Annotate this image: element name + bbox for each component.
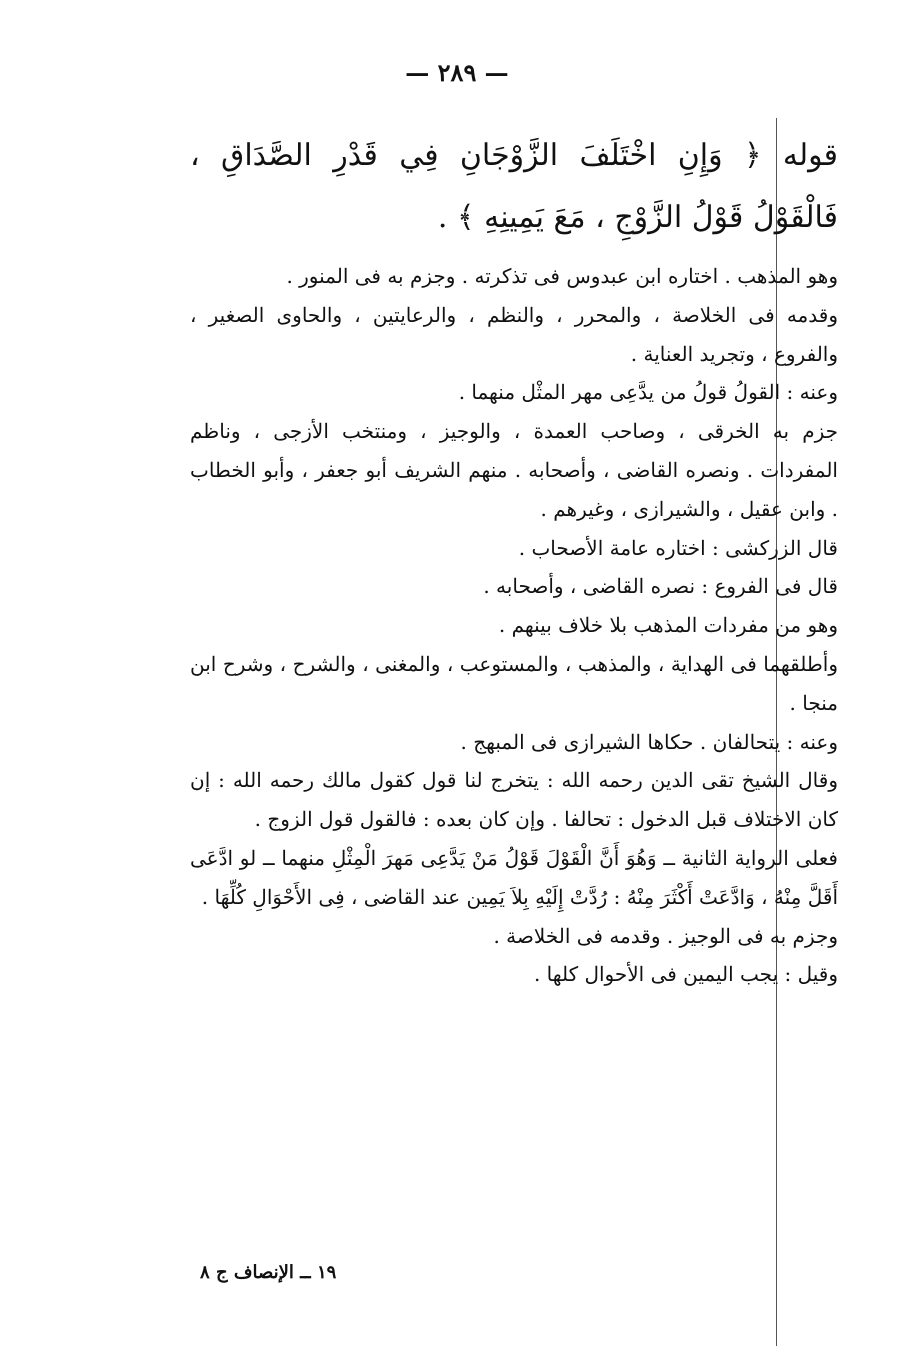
- paragraph: وعنه : يتحالفان . حكاها الشيرازى فى المبهج .: [460, 729, 838, 754]
- paragraph: وهو المذهب . اختاره ابن عبدوس فى تذكرته . وجزم به فى المنور .: [286, 264, 838, 288]
- paragraph: وعنه : القولُ قولُ من يدَّعِى مهر المثْل منهما .: [458, 380, 838, 405]
- paragraph: وقدمه فى الخلاصة ، والمحرر ، والنظم ، والرعايتين ، والحاوى الصغير ، والفروع ، وتجريد العناية .: [190, 302, 838, 366]
- paragraph: قال فى الفروع : نصره القاضى ، وأصحابه .: [483, 574, 838, 599]
- paragraph: وقيل : يجب اليمين فى الأحوال كلها .: [533, 962, 838, 987]
- body-text: [190, 125, 838, 994]
- paragraph: فعلى الرواية الثانية ــ وَهُوَ أَنَّ الْقَوْلَ قَوْلُ مَنْ يَدَّعِى مَهرَ الْمِثْلِ منهما ــ لو ادَّعَى أَقَلَّ مِنْهُ ، وَادَّعَتْ أَكْثَرَ مِنْهُ : رُدَّتْ إِلَيْهِ بِلاَ يَمِين عند القاضى ، فِى الأَحْوَالِ كُلِّهَا .: [190, 845, 838, 909]
- footer-signature: ١٩ ــ الإنصاف ج ٨: [200, 1262, 337, 1283]
- paragraph: وهو من مفردات المذهب بلا خلاف بينهم .: [498, 613, 838, 638]
- paragraph: قال الزركشى : اختاره عامة الأصحاب .: [518, 535, 838, 560]
- page-number: — ٢٨٩ —: [405, 58, 509, 87]
- paragraph: وجزم به فى الوجيز . وقدمه فى الخلاصة .: [493, 923, 838, 948]
- paragraph: جزم به الخرقى ، وصاحب العمدة ، والوجيز ، ومنتخب الأزجى ، وناظم المفردات . ونصره القاضى ، وأصحابه . منهم الشريف أبو جعفر ، وأبو الخطاب . وابن عقيل ، والشيرازى ، وغيرهم .: [190, 419, 838, 521]
- paragraph: وأطلقهما فى الهداية ، والمذهب ، والمستوعب ، والمغنى ، والشرح ، وشرح ابن منجا .: [190, 651, 838, 715]
- heading: قوله ﴿ وَإِنِ اخْتَلَفَ الزَّوْجَانِ فِي قَدْرِ الصَّدَاقِ ، فَالْقَوْلُ قَوْلُ الزَّوْجِ ، مَعَ يَمِينِهِ ﴾ .: [190, 138, 838, 235]
- paragraph: وقال الشيخ تقى الدين رحمه الله : يتخرج لنا قول كقول مالك رحمه الله : إن كان الاختلاف قبل الدخول : تحالفا . وإن كان بعده : فالقول قول الزوج .: [190, 768, 838, 832]
